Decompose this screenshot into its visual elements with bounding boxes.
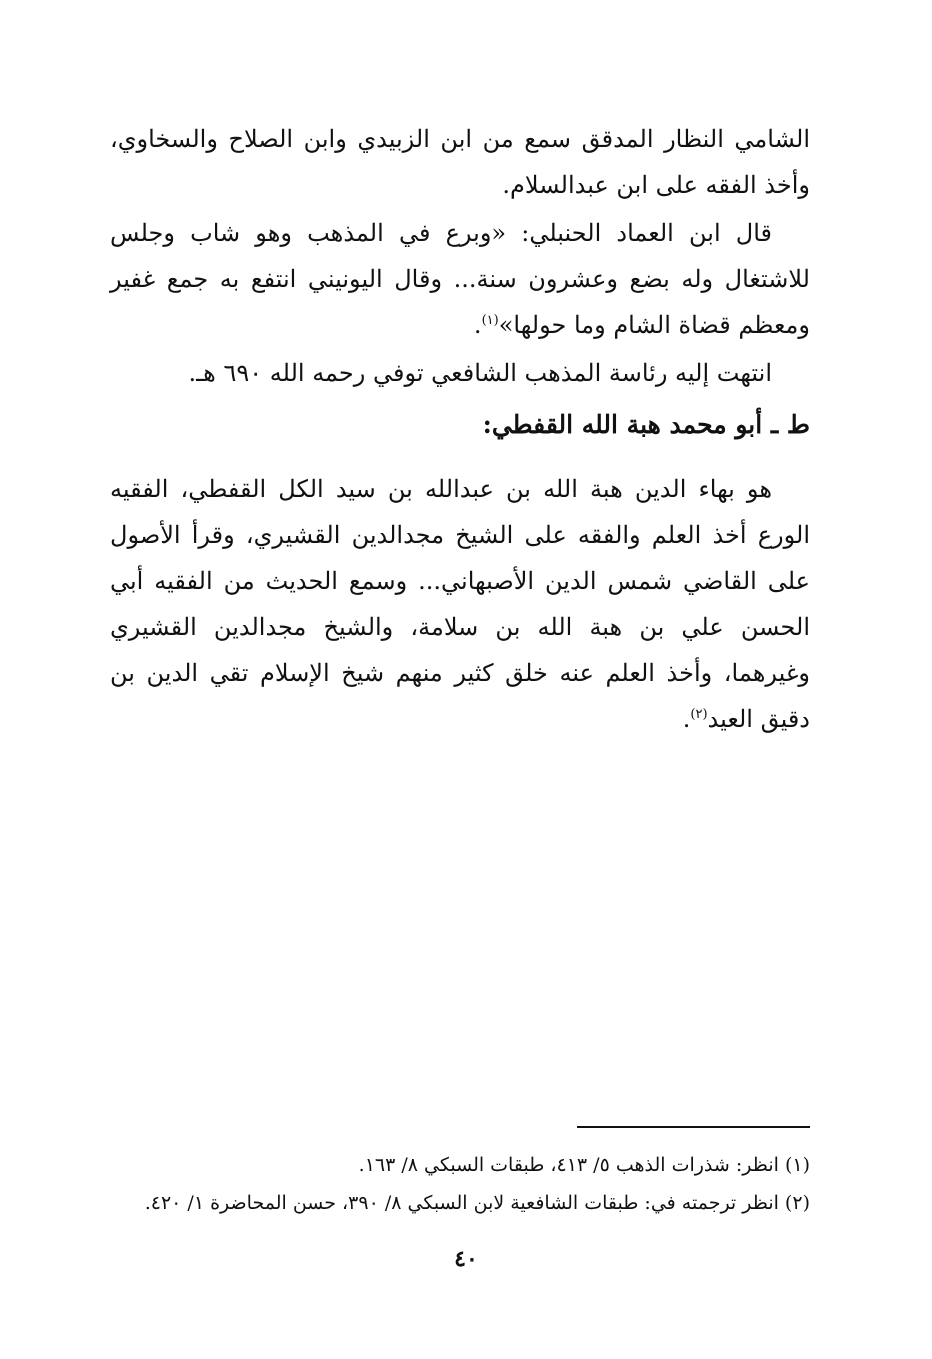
paragraph-3 — [110, 350, 810, 396]
footnote-divider — [577, 1126, 810, 1128]
paragraph-2-end: . — [473, 311, 482, 339]
footnote-ref-1: (١) — [481, 313, 499, 328]
footnotes — [110, 1146, 810, 1222]
paragraph-3-text: انتهت إليه رئاسة المذهب الشافعي توفي رحمه الله ٦٩٠ هـ. — [188, 359, 772, 387]
section-paragraph — [110, 466, 810, 742]
paragraph-1 — [110, 116, 810, 208]
footnote-1: (١) انظر: شذرات الذهب ٥/ ٤١٣، طبقات السبكي ٨/ ١٦٣. — [358, 1154, 810, 1176]
section-paragraph-end: . — [682, 705, 691, 733]
footnote-ref-2: (٢) — [690, 707, 708, 722]
paragraph-2-text: قال ابن العماد الحنبلي: «وبرع في المذهب وهو شاب وجلس للاشتغال وله بضع وعشرون سنة... وقال اليونيني انتفع به جمع غفير ومعظم قضاة الشام وما حولها» — [110, 219, 810, 339]
paragraph-2 — [110, 210, 810, 348]
section-paragraph-text: هو بهاء الدين هبة الله بن عبدالله بن سيد الكل القفطي، الفقيه الورع أخذ العلم والفقه على الشيخ مجدالدين القشيري، وقرأ الأصول على القاضي شمس الدين الأصبهاني... وسمع الحديث من الفقيه أبي الحسن علي بن هبة الله بن سلامة، والشيخ مجدالدين القشيري وغيرهما، وأخذ العلم عنه خلق كثير منهم شيخ الإسلام تقي الدين بن دقيق العيد — [110, 475, 810, 733]
page-number: ٤٠ — [454, 1246, 478, 1272]
footnote-2: (٢) انظر ترجمته في: طبقات الشافعية لابن السبكي ٨/ ٣٩٠، حسن المحاضرة ١/ ٤٢٠. — [144, 1192, 810, 1214]
section-heading: ط ـ أبو محمد هبة الله القفطي: — [482, 410, 810, 439]
paragraph-1-text: الشامي النظار المدقق سمع من ابن الزبيدي وابن الصلاح والسخاوي، وأخذ الفقه على ابن عبدالسلام. — [110, 125, 810, 199]
